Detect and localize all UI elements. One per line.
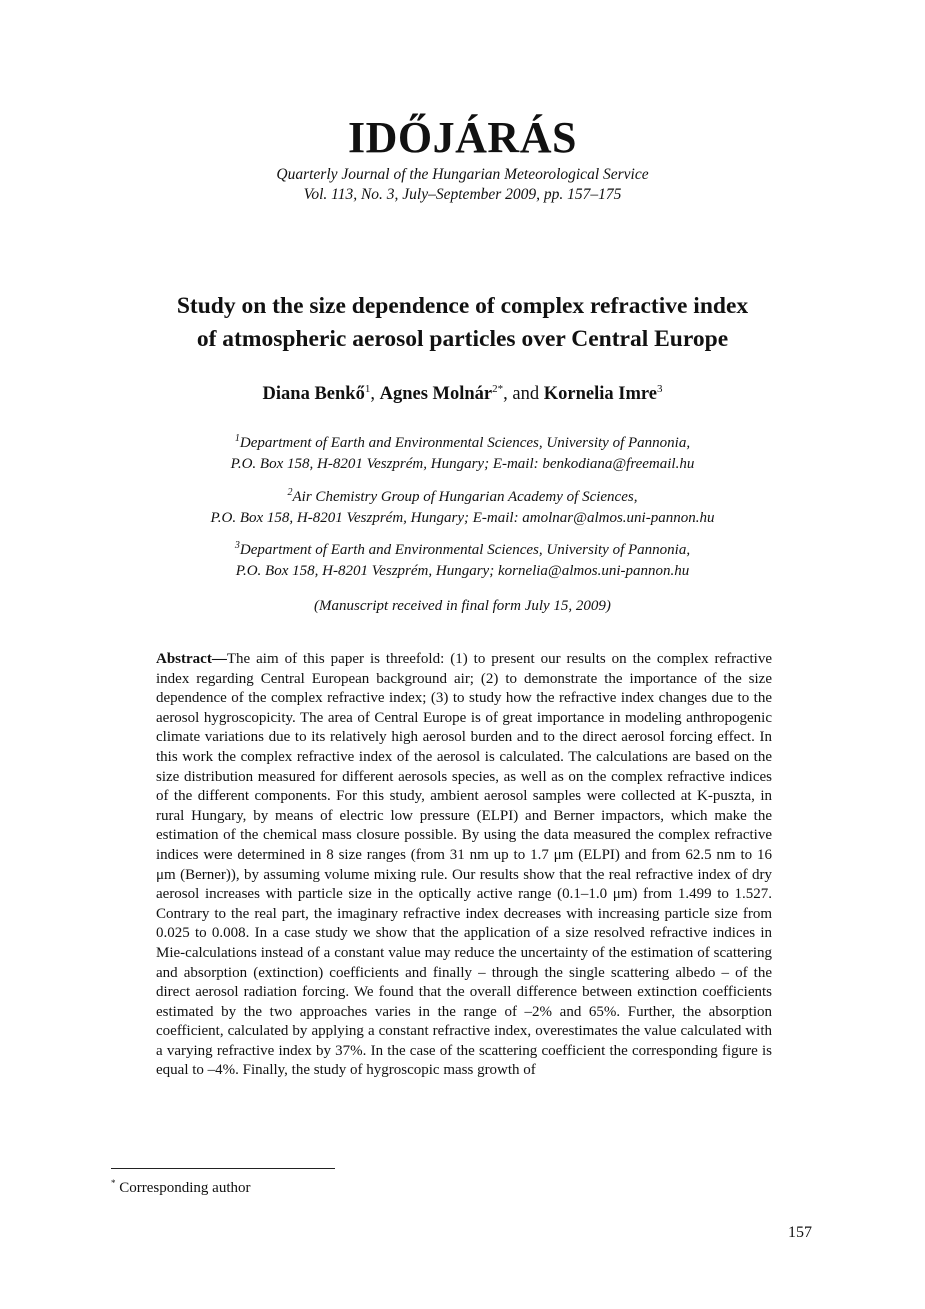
journal-volume-line: Vol. 113, No. 3, July–September 2009, pp. 157–175	[303, 186, 622, 203]
affiliation-line: Department of Earth and Environmental Sciences, University of Pannonia,	[239, 435, 691, 451]
affiliation-number: 2	[287, 487, 293, 498]
author-affiliation-mark: 1	[364, 383, 371, 395]
author-name: Agnes Molnár	[379, 384, 493, 404]
author-affiliation-mark: 2*	[492, 383, 504, 395]
author-name: Kornelia Imre	[543, 384, 657, 404]
author-list	[0, 384, 925, 405]
author-separator: , and	[503, 384, 544, 404]
affiliation-line: P.O. Box 158, H-8201 Veszprém, Hungary; kornelia@almos.uni-pannon.hu	[235, 563, 690, 579]
affiliation-number: 1	[234, 433, 240, 444]
affiliation-line: P.O. Box 158, H-8201 Veszprém, Hungary; E-mail: benkodiana@freemail.hu	[230, 456, 695, 472]
manuscript-received-note: (Manuscript received in final form July 15, 2009)	[314, 598, 611, 614]
author-name: Diana Benkő	[262, 384, 365, 404]
paper-title-line-2: of atmospheric aerosol particles over Central Europe	[196, 326, 729, 352]
footnote-divider	[111, 1168, 335, 1169]
footnote-mark: *	[111, 1178, 116, 1188]
abstract-label: Abstract—	[156, 651, 227, 667]
affiliation-line: P.O. Box 158, H-8201 Veszprém, Hungary; E-mail: amolnar@almos.uni-pannon.hu	[210, 510, 715, 526]
journal-title: IDŐJÁRÁS	[348, 113, 577, 162]
affiliation-3	[0, 540, 925, 582]
affiliation-1	[0, 433, 925, 475]
affiliation-line: Department of Earth and Environmental Sciences, University of Pannonia,	[239, 542, 691, 558]
footnote	[111, 1180, 250, 1197]
author-separator: ,	[370, 384, 380, 404]
journal-subtitle: Quarterly Journal of the Hungarian Meteorological Service	[276, 166, 649, 183]
paper-title	[60, 290, 865, 356]
page-number: 157	[788, 1224, 812, 1241]
abstract-text: The aim of this paper is threefold: (1) to present our results on the complex refractive index regarding Central European background air; (2) to demonstrate the importance of the size dependence of the complex refractive index; (3) to study how the refractive index changes due to the aerosol hygroscopicity. The area of Central Europe is of great importance in modeling anthropogenic climate variations due to its relatively high aerosol burden and to the direct aerosol forcing effect. In this work the complex refractive index of the aerosol is calculated. The calculations are based on the size distribution measured for different aerosols species, as well as on the complex refractive indices of the different components. For this study, ambient aerosol samples were collected at K-puszta, in rural Hungary, by means of electric low pressure (ELPI) and Berner impactors, which make the estimation of the chemical mass closure possible. By using the data measured the complex refractive indices were determined in 8 size ranges (from 31 nm up to 1.7 μm (ELPI) and from 62.5 nm to 16 μm (Berner)), by assuming volume mixing rule. Our results show that the real refractive index of dry aerosol increases with particle size in the optically active range (0.1–1.0 μm) from 1.499 to 1.527. Contrary to the real part, the imaginary refractive index decreases with increasing particle size from 0.025 to 0.008. In a case study we show that the application of a size resolved refractive indices in Mie-calculations instead of a constant value may reduce the uncertainty of the estimation of scattering and absorption (extinction) coefficients and finally – through the single scattering albedo – of the direct aerosol radiation forcing. We found that the overall difference between extinction coefficients estimated by the two approaches varies in the range of –2% and 65%. Further, the absorption coefficient, calculated by applying a constant refractive index, overestimates the value calculated with a varying refractive index by 37%. In the case of the scattering coefficient the corresponding figure is equal to –4%. Finally, the study of hygroscopic mass growth of	[156, 651, 772, 1079]
abstract	[156, 650, 772, 1081]
affiliation-number: 3	[234, 540, 240, 551]
author-affiliation-mark: 3	[656, 383, 663, 395]
footnote-text: Corresponding author	[115, 1180, 251, 1196]
affiliation-2	[0, 487, 925, 529]
paper-title-line-1: Study on the size dependence of complex refractive index	[176, 293, 749, 319]
affiliation-line: Air Chemistry Group of Hungarian Academy of Sciences,	[292, 489, 638, 505]
